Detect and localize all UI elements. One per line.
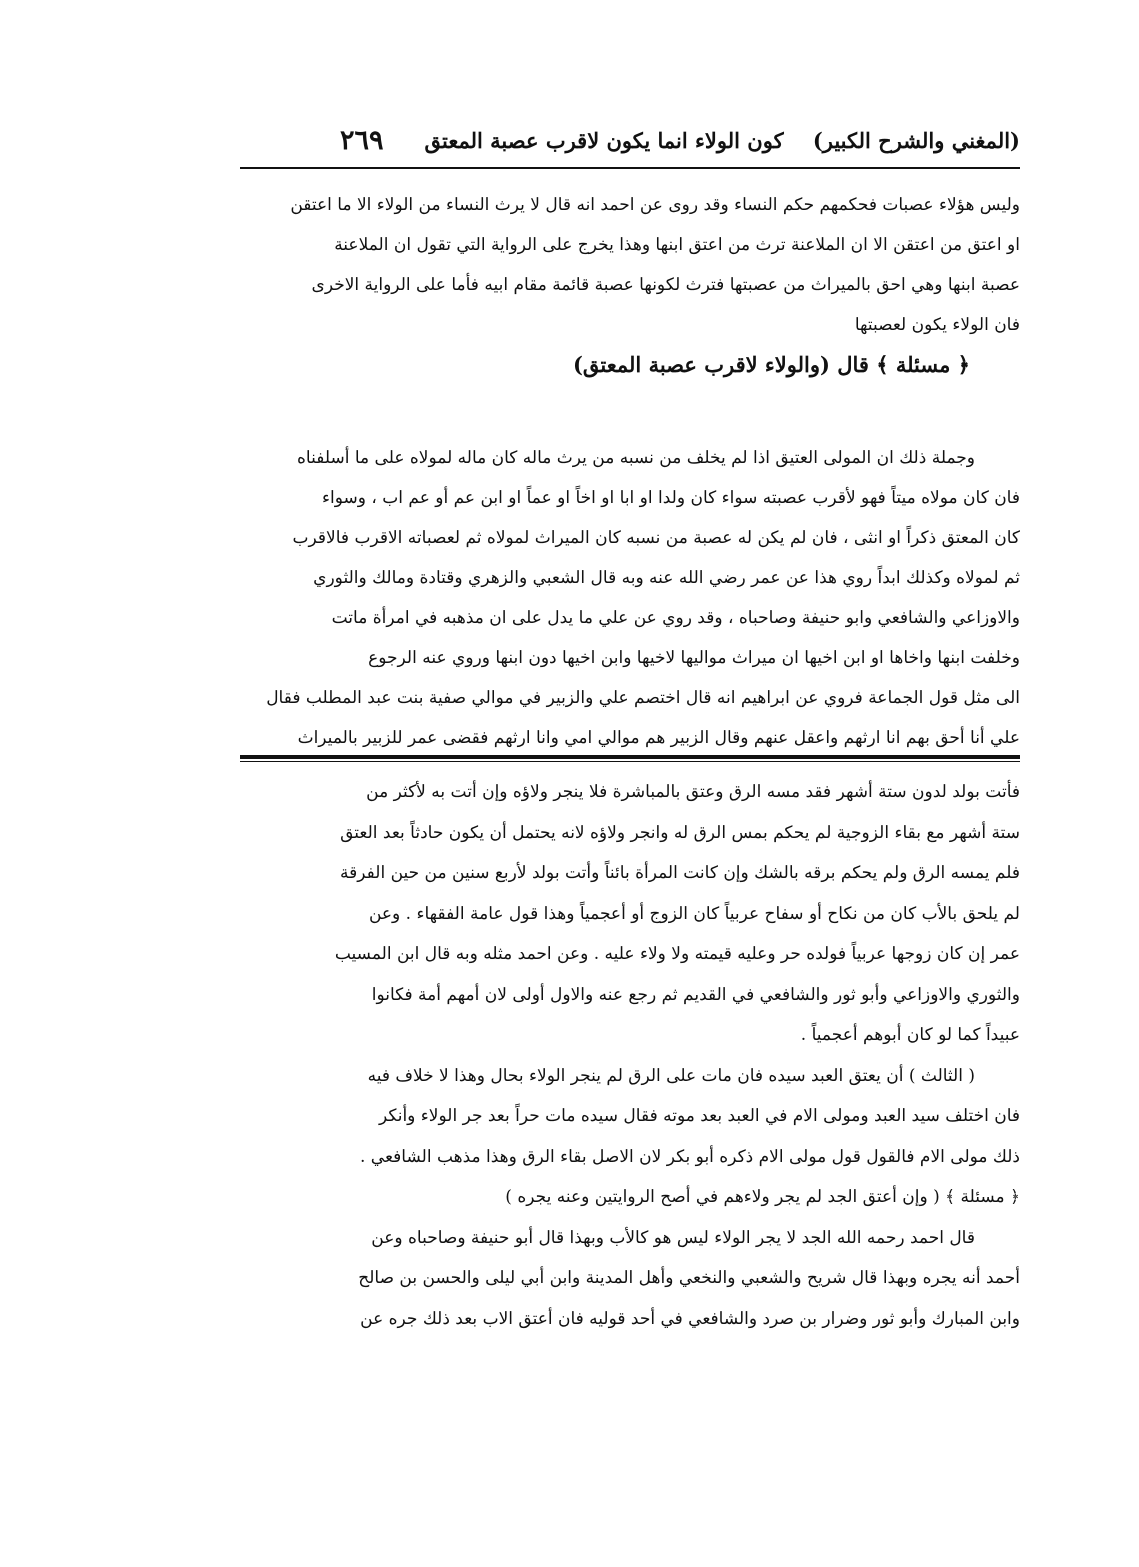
text-line: وليس هؤلاء عصبات فحكمهم حكم النساء وقد روى عن احمد انه قال لا يرث النساء من الولاء الا ما اعتقن xyxy=(290,195,1020,215)
text-line: علي أنا أحق بهم انا ارثهم واعقل عنهم وقال الزبير هم موالي امي وانا ارثهم فقضى عمر للزبير بالميراث xyxy=(297,728,1020,748)
text-line: وخلفت ابنها واخاها او ابن اخيها ان ميراث مواليها لاخيها وابن اخيها دون ابنها وروي عنه الرجوع xyxy=(368,648,1020,668)
masala-heading: ﴿ مسئلة ﴾ قال (والولاء لاقرب عصبة المعتق) xyxy=(572,352,970,377)
text-line: او اعتق من اعتقن الا ان الملاعنة ترث من اعتق ابنها وهذا يخرج على الرواية التي تقول ان الملاعنة xyxy=(334,235,1020,255)
text-line: ذلك مولى الام فالقول قول مولى الام ذكره أبو بكر لان الاصل بقاء الرق وهذا مذهب الشافعي . xyxy=(359,1146,1020,1167)
text-line: عمر إن كان زوجها عربياً فولده حر وعليه قيمته ولا ولاء عليه . وعن احمد مثله وبه قال ابن المسيب xyxy=(334,944,1020,964)
header-rule xyxy=(240,167,1020,169)
page-number: ٢٦٩ xyxy=(340,124,384,156)
book-page xyxy=(240,120,1020,1500)
text-line: والثوري والاوزاعي وأبو ثور والشافعي في القديم ثم رجع عنه والاول أولى لان أمهم أمة فكانوا xyxy=(371,984,1020,1005)
text-line: الى مثل قول الجماعة فروي عن ابراهيم انه قال اختصم علي والزبير في موالي صفية بنت عبد المطلب فقال xyxy=(266,688,1020,708)
running-header xyxy=(240,120,1020,160)
section-divider xyxy=(240,755,1020,762)
text-line: كان المعتق ذكراً او انثى ، فان لم يكن له عصبة من نسبه كان الميراث لمولاه ثم لعصباته الاقرب فالاقرب xyxy=(292,528,1020,548)
text-line: فلم يمسه الرق ولم يحكم برقه بالشك وإن كانت المرأة بائناً وأتت بولد لأربع سنين من حين الفرقة xyxy=(340,863,1020,883)
matn-intro xyxy=(240,185,1020,385)
text-line: فان كان مولاه ميتاً فهو لأقرب عصبته سواء كان ولدا او ابا او اخاً او عماً او ابن عم أو عم اب ، وسواء xyxy=(322,488,1020,508)
text-line: والاوزاعي والشافعي وابو حنيفة وصاحباه ، وقد روي عن علي ما يدل على ان مذهبه في امرأة ماتت xyxy=(331,608,1020,628)
masala-heading: ﴿ مسئلة ﴾ ( وإن أعتق الجد لم يجر ولاءهم في أصح الروايتين وعنه يجره ) xyxy=(505,1187,1020,1207)
chapter-title: كون الولاء انما يكون لاقرب عصبة المعتق xyxy=(424,127,784,153)
text-line: عبيداً كما لو كان أبوهم أعجمياً . xyxy=(800,1025,1020,1045)
text-line: ( الثالث ) أن يعتق العبد سيده فان مات على الرق لم ينجر الولاء بحال وهذا لا خلاف فيه xyxy=(367,1065,975,1086)
text-line: لم يلحق بالأب كان من نكاح أو سفاح عربياً كان الزوج أو أعجمياً وهذا قول عامة الفقهاء . وعن xyxy=(368,903,1020,924)
running-title xyxy=(425,128,1021,153)
book-title: (المغني والشرح الكبير) xyxy=(812,127,1020,153)
sharh-commentary xyxy=(240,772,1020,1339)
text-line: ثم لمولاه وكذلك ابداً روي هذا عن عمر رضي الله عنه وبه قال الشعبي والزهري وقتادة ومالك والثوري xyxy=(313,568,1020,588)
text-line: قال احمد رحمه الله الجد لا يجر الولاء ليس هو كالأب وبهذا قال أبو حنيفة وصاحباه وعن xyxy=(371,1227,975,1248)
text-line: ستة أشهر مع بقاء الزوجية لم يحكم بمس الرق له وانجر ولاؤه لانه يحتمل أن يكون حادثاً بعد العتق xyxy=(340,822,1020,843)
text-line: فأتت بولد لدون ستة أشهر فقد مسه الرق وعتق بالمباشرة فلا ينجر ولاؤه وإن أتت به لأكثر من xyxy=(366,782,1020,802)
text-line: فان اختلف سيد العبد ومولى الام في العبد بعد موته فقال سيده مات حراً بعد جر الولاء وأنكر xyxy=(378,1106,1020,1126)
text-line: فان الولاء يكون لعصبتها xyxy=(854,315,1020,335)
text-line: عصبة ابنها وهي احق بالميراث من عصبتها فترث لكونها عصبة قائمة مقام ابيه فأما على الرواية الاخرى xyxy=(311,275,1020,295)
text-line: أحمد أنه يجره وبهذا قال شريح والشعبي والنخعي وأهل المدينة وابن أبي ليلى والحسن بن صالح xyxy=(358,1268,1020,1288)
matn-body xyxy=(240,438,1020,758)
text-line: وابن المبارك وأبو ثور وضرار بن صرد والشافعي في أحد قوليه فان أعتق الاب بعد ذلك جره عن xyxy=(360,1308,1020,1329)
text-line: وجملة ذلك ان المولى العتيق اذا لم يخلف من نسبه من يرث ماله كان ماله لمولاه على ما أسلفناه xyxy=(297,448,975,468)
